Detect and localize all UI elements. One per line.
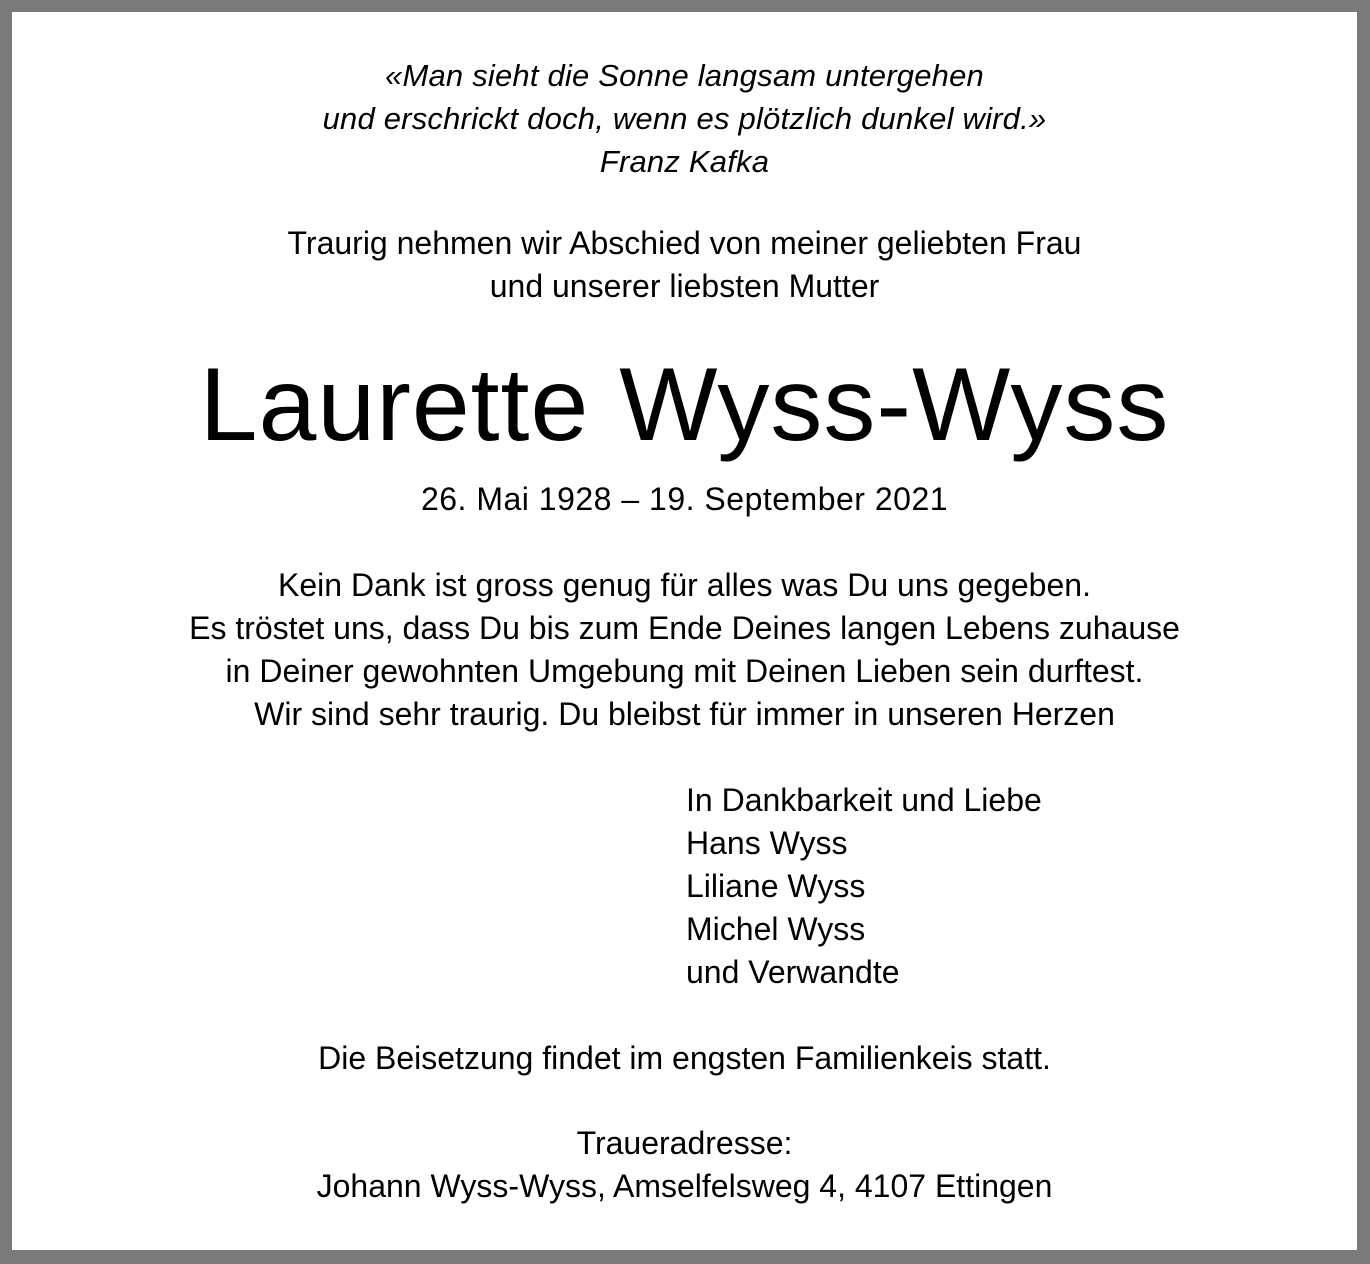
- intro-line-1: Traurig nehmen wir Abschied von meiner geliebten Frau: [287, 225, 1082, 261]
- signature-relatives: und Verwandte: [686, 954, 900, 990]
- signature-name-2: Liliane Wyss: [686, 868, 866, 904]
- signature-closing: In Dankbarkeit und Liebe: [686, 782, 1042, 818]
- quote-line-2: und erschrickt doch, wenn es plötzlich dunkel wird.»: [322, 101, 1047, 136]
- message-line-4: Wir sind sehr traurig. Du bleibst für immer in unseren Herzen: [254, 696, 1115, 732]
- kafka-quote: [12, 54, 1357, 183]
- mourning-address: [12, 1122, 1357, 1208]
- deceased-name: Laurette Wyss-Wyss: [199, 347, 1170, 463]
- message-line-2: Es tröstet uns, dass Du bis zum Ende Deines langen Lebens zuhause: [189, 610, 1180, 646]
- farewell-intro: [12, 222, 1357, 308]
- family-signature: [686, 779, 1042, 994]
- message-line-3: in Deiner gewohnten Umgebung mit Deinen Lieben sein durftest.: [225, 653, 1144, 689]
- quote-author: Franz Kafka: [599, 144, 770, 179]
- address-label: Traueradresse:: [576, 1125, 793, 1161]
- intro-line-2: und unserer liebsten Mutter: [489, 268, 880, 304]
- burial-notice: Die Beisetzung findet im engsten Familienkeis statt.: [318, 1040, 1051, 1076]
- message-line-1: Kein Dank ist gross genug für alles was Du uns gegeben.: [278, 567, 1091, 603]
- tribute-message: [12, 564, 1357, 736]
- quote-line-1: «Man sieht die Sonne langsam untergehen: [385, 58, 984, 93]
- address-text: Johann Wyss-Wyss, Amselfelsweg 4, 4107 Ettingen: [316, 1168, 1053, 1204]
- obituary-notice: [12, 12, 1357, 1250]
- signature-name-3: Michel Wyss: [686, 911, 866, 947]
- signature-name-1: Hans Wyss: [686, 825, 848, 861]
- life-dates: 26. Mai 1928 – 19. September 2021: [420, 481, 949, 517]
